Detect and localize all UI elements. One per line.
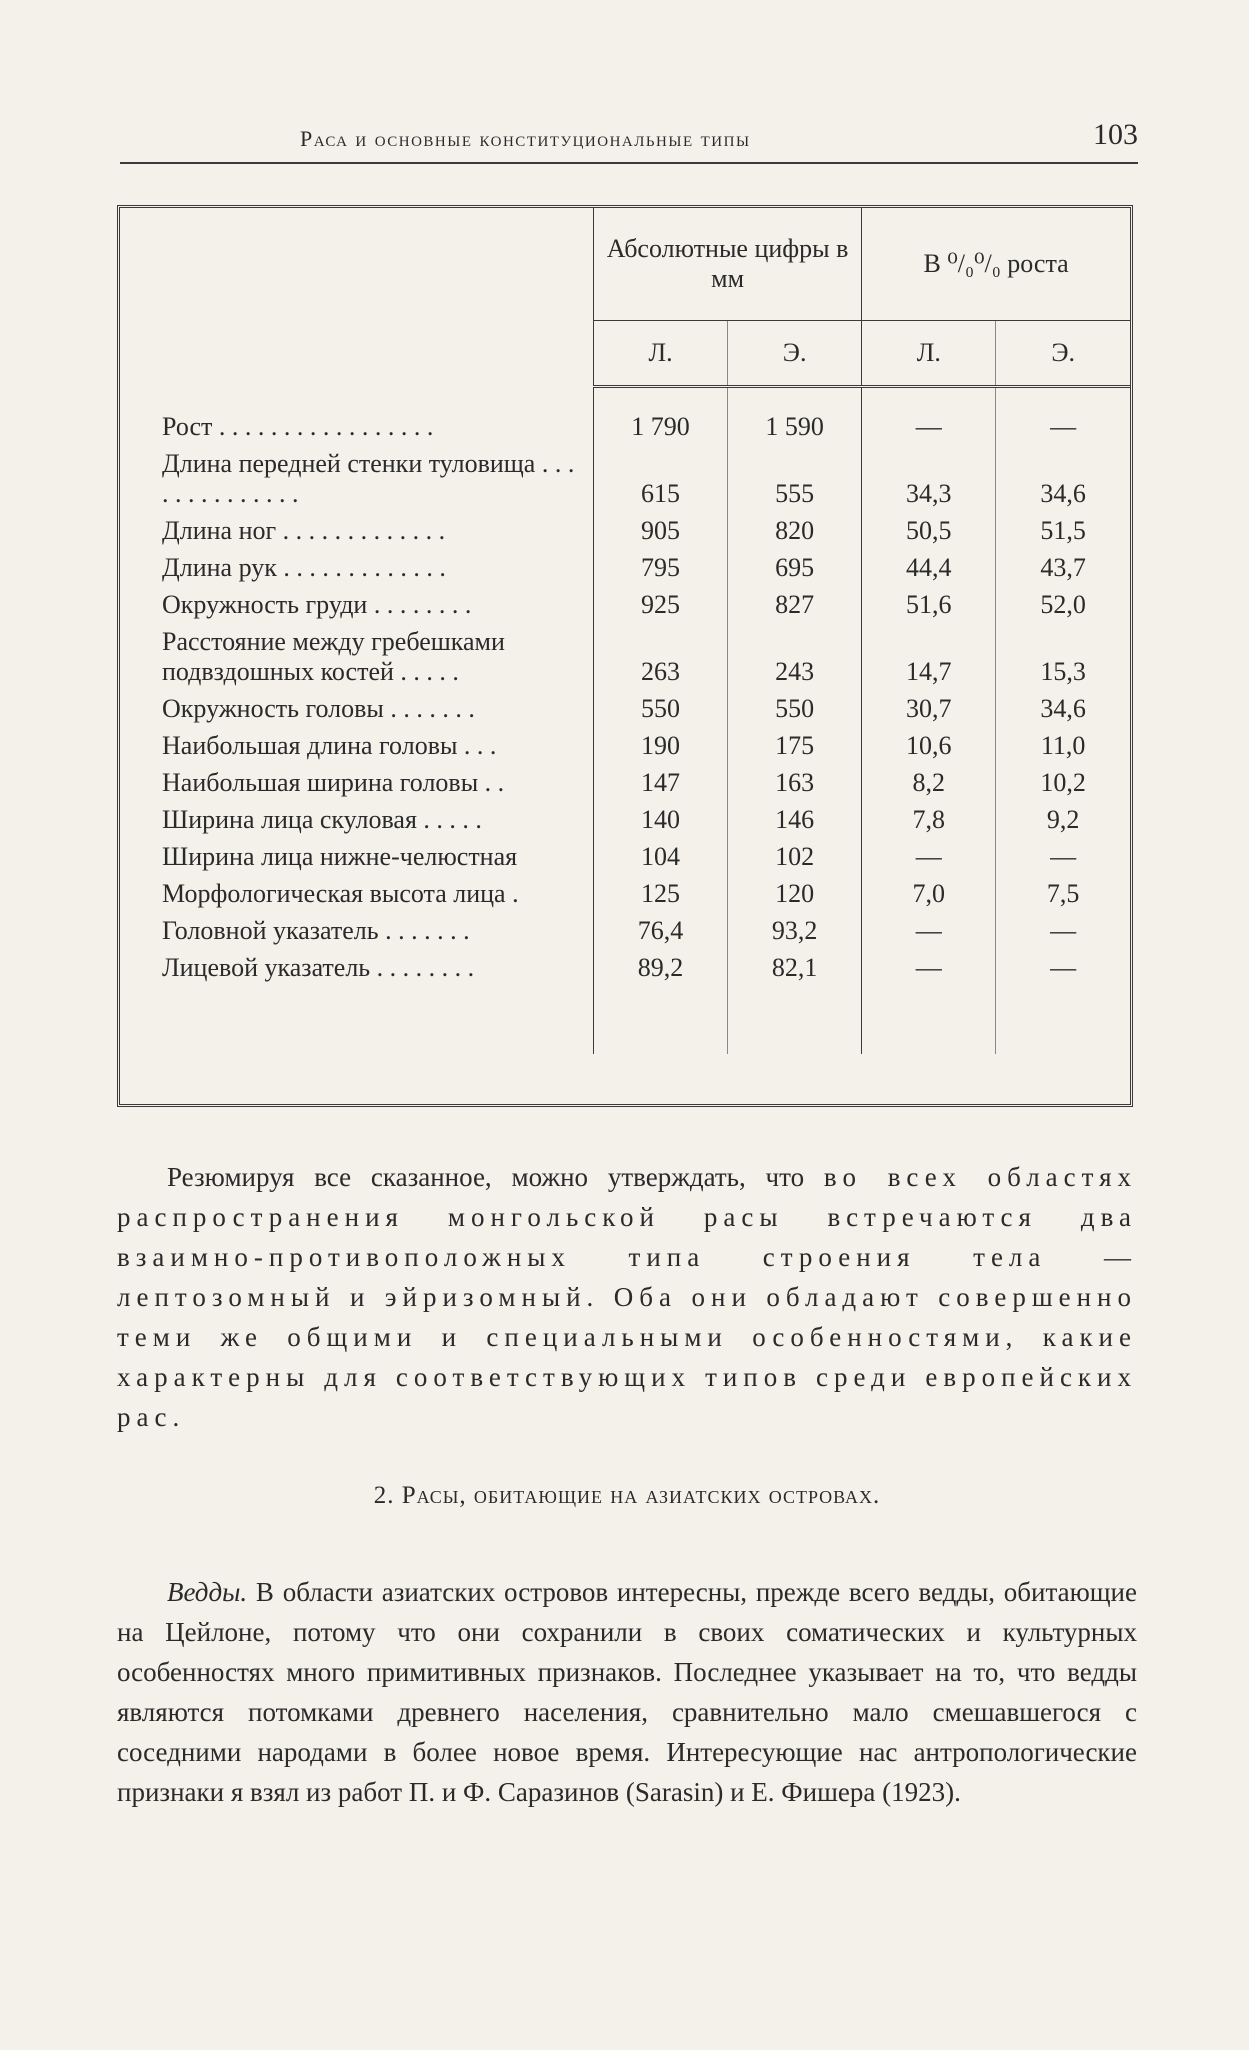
cell-pct-l: 50,5	[862, 513, 996, 550]
cell-abs-e: 175	[728, 728, 862, 765]
table-row	[120, 513, 1130, 550]
row-label: Расстояние между гребешками подвздошных костей . . . . .	[162, 627, 505, 686]
cell-pct-l: 51,6	[862, 587, 996, 624]
subheader-e-pct: Э.	[996, 321, 1130, 387]
cell-pct-l: 14,7	[862, 624, 996, 691]
running-header	[120, 118, 1138, 164]
cell-abs-e: 695	[728, 550, 862, 587]
header-absolute-mm-label: Абсолютные цифры в мм	[606, 234, 849, 293]
cell-abs-l: 89,2	[593, 950, 727, 987]
cell-pct-e: —	[996, 387, 1130, 447]
cell-abs-l: 190	[593, 728, 727, 765]
row-label: Рост . . . . . . . . . . . . . . . . .	[162, 412, 434, 441]
cell-pct-e: 11,0	[996, 728, 1130, 765]
cell-pct-e: 34,6	[996, 691, 1130, 728]
cell-abs-l: 1 790	[593, 387, 727, 447]
table-filler-row	[120, 987, 1130, 1054]
cell-abs-l: 140	[593, 802, 727, 839]
summary-emphasis: во всех областях распространения монгольской расы встречаются два взаимно-противоположных типа строения тела — лептозомный и эйризомный. Оба они обладают совершенно теми же общими и специальными особенностями, какие характерны для соответствующих типов среди европейских рас.	[117, 1162, 1137, 1432]
cell-abs-l: 925	[593, 587, 727, 624]
row-label: Длина рук . . . . . . . . . . . . .	[162, 553, 446, 582]
page-number: 103	[1093, 118, 1138, 151]
table-row	[120, 728, 1130, 765]
table-row	[120, 550, 1130, 587]
table-row	[120, 913, 1130, 950]
cell-pct-l: 7,8	[862, 802, 996, 839]
cell-pct-l: —	[862, 387, 996, 447]
cell-pct-l: —	[862, 839, 996, 876]
table-row	[120, 876, 1130, 913]
table-row	[120, 691, 1130, 728]
filler-cell	[996, 987, 1130, 1054]
table-row	[120, 950, 1130, 987]
summary-text: Резюмируя все сказанное, можно утверждать, что	[167, 1162, 824, 1192]
cell-abs-l: 905	[593, 513, 727, 550]
header-percent-height	[862, 208, 1130, 321]
cell-pct-l: 7,0	[862, 876, 996, 913]
cell-pct-l: —	[862, 950, 996, 987]
cell-pct-e: 51,5	[996, 513, 1130, 550]
cell-pct-e: 7,5	[996, 876, 1130, 913]
cell-abs-e: 827	[728, 587, 862, 624]
cell-pct-e: —	[996, 913, 1130, 950]
table-body	[120, 387, 1130, 1055]
cell-pct-e: 10,2	[996, 765, 1130, 802]
cell-abs-e: 120	[728, 876, 862, 913]
cell-pct-l: 8,2	[862, 765, 996, 802]
section-heading: 2. Расы, обитающие на азиатских островах.	[373, 1482, 881, 1509]
cell-abs-l: 125	[593, 876, 727, 913]
cell-pct-l: 30,7	[862, 691, 996, 728]
row-label: Длина ног . . . . . . . . . . . . .	[162, 516, 446, 545]
row-label: Длина передней стенки туловища . . . . . . . . . . . . . .	[162, 449, 575, 508]
table-row	[120, 587, 1130, 624]
cell-abs-l: 615	[593, 446, 727, 513]
cell-abs-e: 243	[728, 624, 862, 691]
cell-abs-e: 146	[728, 802, 862, 839]
cell-pct-l: 34,3	[862, 446, 996, 513]
table-corner-cell	[120, 208, 593, 387]
summary-paragraph	[117, 1157, 1137, 1437]
table-row	[120, 387, 1130, 447]
row-label: Головной указатель . . . . . . .	[162, 916, 470, 945]
table-row	[120, 802, 1130, 839]
cell-pct-l: 10,6	[862, 728, 996, 765]
cell-pct-e: 9,2	[996, 802, 1130, 839]
filler-cell	[728, 987, 862, 1054]
cell-abs-l: 76,4	[593, 913, 727, 950]
cell-pct-e: 15,3	[996, 624, 1130, 691]
cell-abs-e: 550	[728, 691, 862, 728]
row-label: Морфологическая высота лица .	[162, 879, 519, 908]
cell-abs-l: 104	[593, 839, 727, 876]
cell-pct-l: 44,4	[862, 550, 996, 587]
cell-abs-l: 795	[593, 550, 727, 587]
cell-pct-l: —	[862, 913, 996, 950]
table-row	[120, 446, 1130, 513]
cell-pct-e: 52,0	[996, 587, 1130, 624]
cell-abs-l: 263	[593, 624, 727, 691]
vedda-paragraph	[117, 1572, 1137, 1812]
row-label: Окружность груди . . . . . . . .	[162, 590, 472, 619]
cell-abs-e: 93,2	[728, 913, 862, 950]
filler-cell	[593, 987, 727, 1054]
cell-abs-e: 820	[728, 513, 862, 550]
cell-abs-l: 550	[593, 691, 727, 728]
cell-abs-e: 82,1	[728, 950, 862, 987]
anthropometric-table	[117, 205, 1133, 1107]
row-label: Ширина лица скуловая . . . . .	[162, 805, 482, 834]
cell-abs-e: 163	[728, 765, 862, 802]
vedda-lead: Ведды.	[167, 1577, 248, 1607]
header-percent-height-label: В ⁰/₀⁰/₀ роста	[923, 249, 1069, 278]
subheader-l-abs: Л.	[593, 321, 727, 387]
cell-pct-e: —	[996, 839, 1130, 876]
cell-pct-e: 34,6	[996, 446, 1130, 513]
cell-abs-l: 147	[593, 765, 727, 802]
subheader-e-abs: Э.	[728, 321, 862, 387]
cell-abs-e: 555	[728, 446, 862, 513]
table-row	[120, 624, 1130, 691]
filler-cell	[120, 987, 593, 1054]
table-row	[120, 765, 1130, 802]
cell-pct-e: —	[996, 950, 1130, 987]
cell-pct-e: 43,7	[996, 550, 1130, 587]
row-label: Ширина лица нижне-челюстная	[162, 842, 518, 871]
header-absolute-mm	[593, 208, 861, 321]
cell-abs-e: 102	[728, 839, 862, 876]
vedda-text: В области азиатских островов интересны, прежде всего ведды, обитающие на Цейлоне, потому что они сохранили в своих соматических и культурных особенностях много примитивных признаков. Последнее указывает на то, что ведды являются потомками древнего населения, сравнительно мало смешавшегося с соседними народами в более новое время. Интересующие нас антропологические признаки я взял из работ П. и Ф. Саразинов (Sarasin) и Е. Фишера (1923).	[117, 1577, 1137, 1807]
row-label: Лицевой указатель . . . . . . . .	[162, 953, 475, 982]
running-title: Раса и основные конституциональные типы	[300, 126, 751, 151]
row-label: Окружность головы . . . . . . .	[162, 694, 475, 723]
measurement-table	[120, 208, 1130, 1054]
filler-cell	[862, 987, 996, 1054]
row-label: Наибольшая ширина головы . .	[162, 768, 505, 797]
table-row	[120, 839, 1130, 876]
subheader-l-pct: Л.	[862, 321, 996, 387]
row-label: Наибольшая длина головы . . .	[162, 731, 497, 760]
cell-abs-e: 1 590	[728, 387, 862, 447]
